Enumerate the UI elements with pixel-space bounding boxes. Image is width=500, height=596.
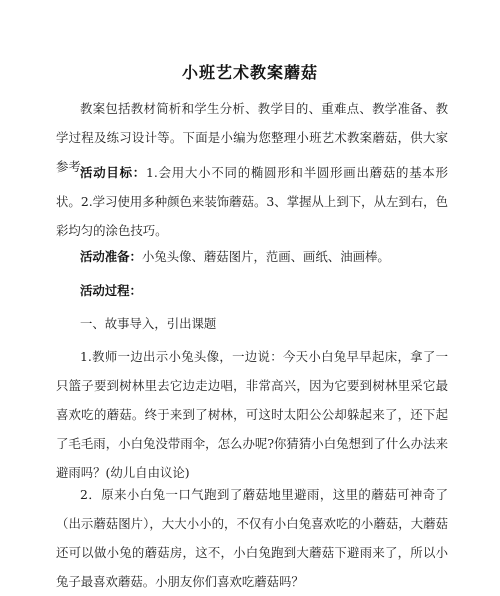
- preparation-paragraph: [56, 242, 448, 271]
- goals-paragraph: [56, 158, 448, 245]
- document-title: 小班艺术教案蘑菇: [181, 63, 318, 82]
- preparation-text: 小兔头像、蘑菇图片，范画、画纸、油画棒。: [141, 249, 390, 264]
- process-heading: [56, 276, 448, 305]
- intro-paragraph: 教案包括教材简析和学生分析、教学目的、重难点、教学准备、教学过程及练习设计等。下面是小编为您整理小班艺术教案蘑菇，供大家参考。: [56, 101, 448, 174]
- preparation-label: 活动准备：: [80, 249, 142, 264]
- story-paragraph-2: 2．原来小白兔一口气跑到了蘑菇地里避雨，这里的蘑菇可神奇了（出示蘑菇图片），大大小小的，不仅有小白兔喜欢吃的小蘑菇，大蘑菇还可以做小兔的蘑菇房，这不，小白兔跑到大蘑菇下避雨来了，所以小兔子最喜欢蘑菇。小朋友你们喜欢吃蘑菇吗？: [56, 487, 448, 589]
- goals-label: 活动目标：: [80, 165, 146, 180]
- process-label: 活动过程：: [80, 283, 142, 298]
- goals-text: 1.会用大小不同的椭圆形和半圆形画出蘑菇的基本形状。2.学习使用多种颜色来装饰蘑菇。3、掌握从上到下，从左到右，色彩均匀的涂色技巧。: [56, 165, 449, 238]
- section-heading-1: 一、故事导入，引出课题: [80, 316, 217, 331]
- story-paragraph-1: 1.教师一边出示小兔头像，一边说：今天小白兔早早起床，拿了一只篮子要到树林里去它边走边唱，非常高兴，因为它要到树林里采它最喜欢吃的蘑菇。终于来到了树林，可这时太阳公公却躲起来了，还下起了毛毛雨，小白兔没带雨伞，怎么办呢?你猜猜小白兔想到了什么办法来避雨吗？(幼儿自由议论): [56, 349, 448, 480]
